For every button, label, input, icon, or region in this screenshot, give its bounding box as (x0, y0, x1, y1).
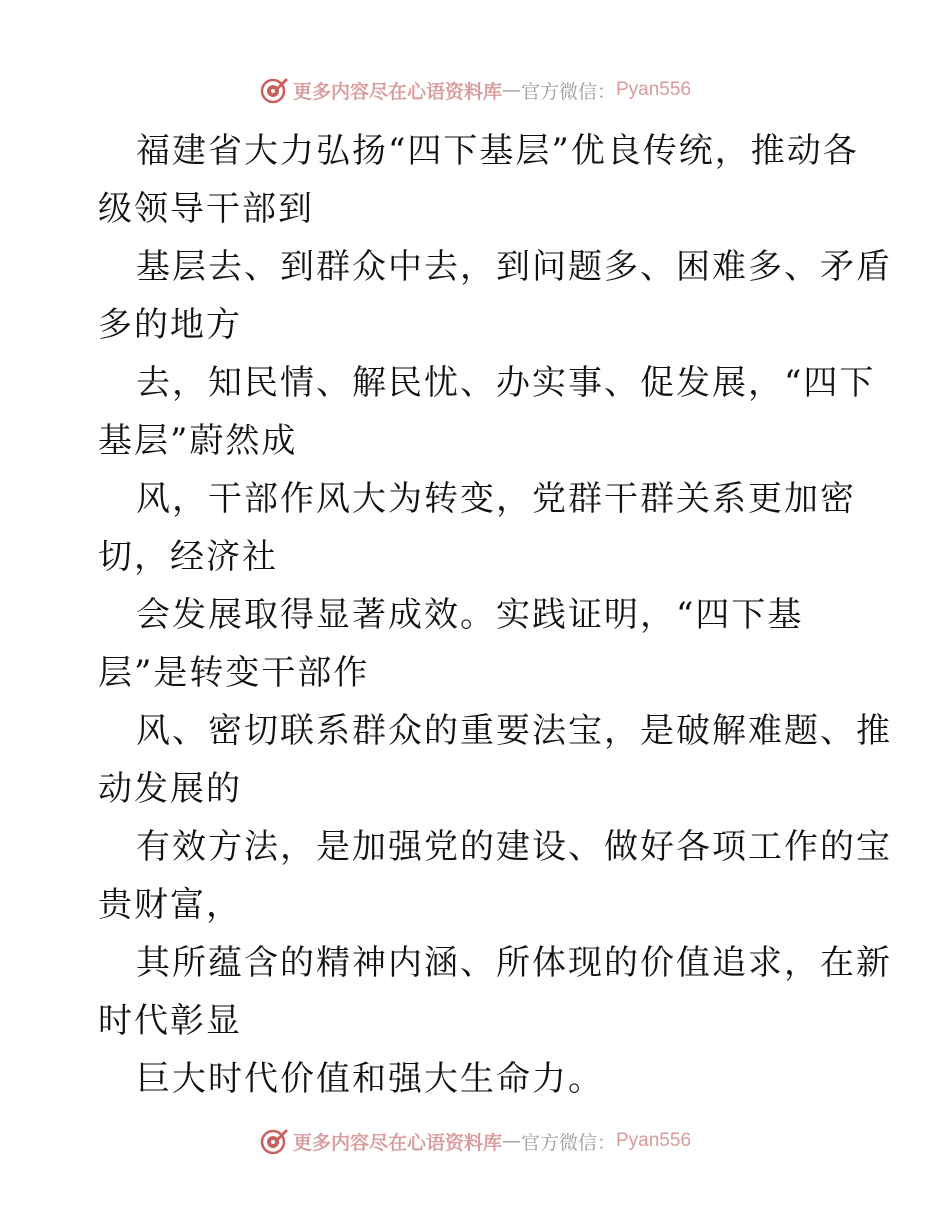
pen-logo-icon (259, 1126, 289, 1156)
watermark-separator: — (501, 79, 521, 101)
text-line: 贵财富， (98, 885, 242, 925)
watermark-title: 更多内容尽在心语资料库 (292, 80, 502, 103)
pen-logo-icon (259, 75, 289, 105)
text-line: 其所蕴含的精神内涵、所体现的价值追求，在新 (136, 943, 892, 983)
watermark-separator: — (501, 1130, 521, 1152)
text-line: 时代彰显 (98, 1001, 242, 1041)
text-line: 巨大时代价值和强大生命力。 (136, 1059, 604, 1099)
header-watermark (0, 72, 950, 108)
text-line: 福建省大力弘扬“四下基层”优良传统，推动各 (136, 131, 859, 171)
text-line: 有效方法，是加强党的建设、做好各项工作的宝 (136, 827, 892, 867)
text-line: 风，干部作风大为转变，党群干群关系更加密 (136, 479, 856, 519)
text-line: 基层去、到群众中去，到问题多、困难多、矛盾 (136, 247, 892, 287)
watermark-title: 更多内容尽在心语资料库 (292, 1131, 502, 1154)
document-body (98, 122, 892, 1108)
watermark-contact-id: Pyan556 (616, 1130, 692, 1151)
text-line: 风、密切联系群众的重要法宝，是破解难题、推 (136, 711, 892, 751)
watermark-contact-label: 官方微信： (520, 1131, 616, 1154)
text-line: 会发展取得显著成效。实践证明，“四下基 (136, 595, 804, 635)
text-line: 去，知民情、解民忧、办实事、促发展，“四下 (136, 363, 876, 403)
text-line: 动发展的 (98, 769, 242, 809)
footer-watermark (0, 1123, 950, 1159)
text-line: 基层”蔚然成 (98, 421, 298, 461)
watermark-contact-id: Pyan556 (616, 79, 692, 100)
text-line: 级领导干部到 (98, 189, 314, 229)
text-line: 多的地方 (98, 305, 242, 345)
watermark-contact-label: 官方微信： (520, 80, 616, 103)
text-line: 层”是转变干部作 (98, 653, 370, 693)
text-line: 切，经济社 (98, 537, 278, 577)
